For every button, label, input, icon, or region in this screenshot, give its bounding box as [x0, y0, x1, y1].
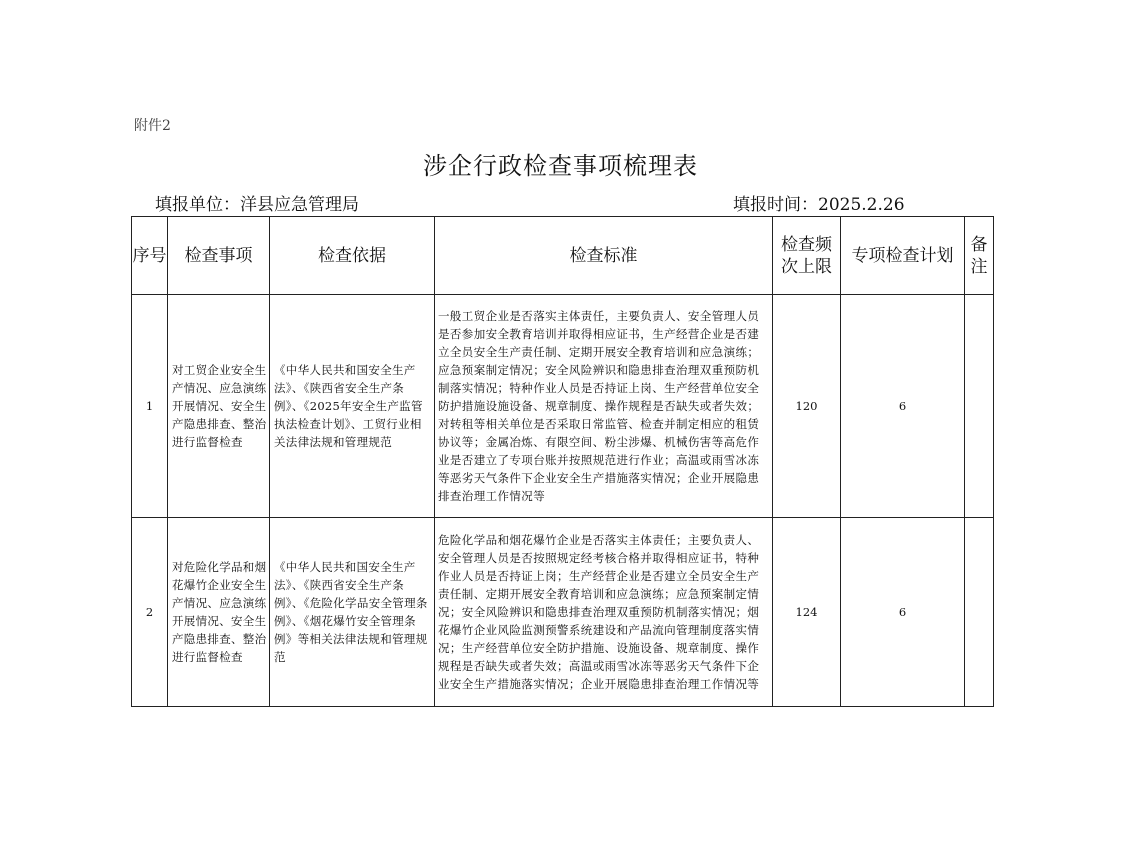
- inspection-table: [131, 216, 994, 707]
- header-standard: 检查标准: [435, 217, 773, 295]
- cell-plan: 6: [841, 518, 965, 707]
- cell-basis: 《中华人民共和国安全生产法》、《陕西省安全生产条例》、《危险化学品安全管理条例》、《烟花爆竹安全管理条例》等相关法律法规和管理规范: [270, 518, 435, 707]
- header-basis: 检查依据: [270, 217, 435, 295]
- header-frequency: 检查频次上限: [773, 217, 841, 295]
- cell-remark: [965, 295, 994, 518]
- header-no: 序号: [132, 217, 168, 295]
- cell-frequency: 120: [773, 295, 841, 518]
- table-row: [132, 295, 994, 518]
- table-row: [132, 518, 994, 707]
- page-title: 涉企行政检查事项梳理表: [423, 152, 698, 180]
- cell-no: 2: [132, 518, 168, 707]
- cell-plan: 6: [841, 295, 965, 518]
- cell-item: 对危险化学品和烟花爆竹企业安全生产情况、应急演练开展情况、安全生产隐患排查、整治进行监督检查: [168, 518, 270, 707]
- cell-remark: [965, 518, 994, 707]
- header-remark: 备注: [965, 217, 994, 295]
- cell-frequency: 124: [773, 518, 841, 707]
- reporting-unit: 填报单位：洋县应急管理局: [155, 195, 359, 215]
- table-header-row: [132, 217, 994, 295]
- reporting-date: 填报时间：2025.2.26: [733, 195, 905, 215]
- cell-basis: 《中华人民共和国安全生产法》、《陕西省安全生产条例》、《2025年安全生产监管执法检查计划》、工贸行业相关法律法规和管理规范: [270, 295, 435, 518]
- attachment-label: 附件2: [134, 118, 171, 134]
- cell-standard: 危险化学品和烟花爆竹企业是否落实主体责任；主要负责人、安全管理人员是否按照规定经考核合格并取得相应证书，特种作业人员是否持证上岗；生产经营企业是否建立全员安全生产责任制、定期开展安全教育培训和应急演练；应急预案制定情况；安全风险辨识和隐患排查治理双重预防机制落实情况；烟花爆竹企业风险监测预警系统建设和产品流向管理制度落实情况；生产经营单位安全防护措施、设施设备、规章制度、操作规程是否缺失或者失效；高温或雨雪冰冻等恶劣天气条件下企业安全生产措施落实情况；企业开展隐患排查治理工作情况等: [435, 518, 773, 707]
- cell-no: 1: [132, 295, 168, 518]
- header-item: 检查事项: [168, 217, 270, 295]
- header-plan: 专项检查计划: [841, 217, 965, 295]
- cell-item: 对工贸企业安全生产情况、应急演练开展情况、安全生产隐患排查、整治进行监督检查: [168, 295, 270, 518]
- cell-standard: 一般工贸企业是否落实主体责任，主要负责人、安全管理人员是否参加安全教育培训并取得相应证书，生产经营企业是否建立全员安全生产责任制、定期开展安全教育培训和应急演练；应急预案制定情况；安全风险辨识和隐患排查治理双重预防机制落实情况；特种作业人员是否持证上岗、生产经营单位安全防护措施设施设备、规章制度、操作规程是否缺失或者失效；对转租等相关单位是否采取日常监管、检查并制定相应的租赁协议等；金属冶炼、有限空间、粉尘涉爆、机械伤害等高危作业是否建立了专项台账并按照规范进行作业；高温或雨雪冰冻等恶劣天气条件下企业安全生产措施落实情况；企业开展隐患排查治理工作情况等: [435, 295, 773, 518]
